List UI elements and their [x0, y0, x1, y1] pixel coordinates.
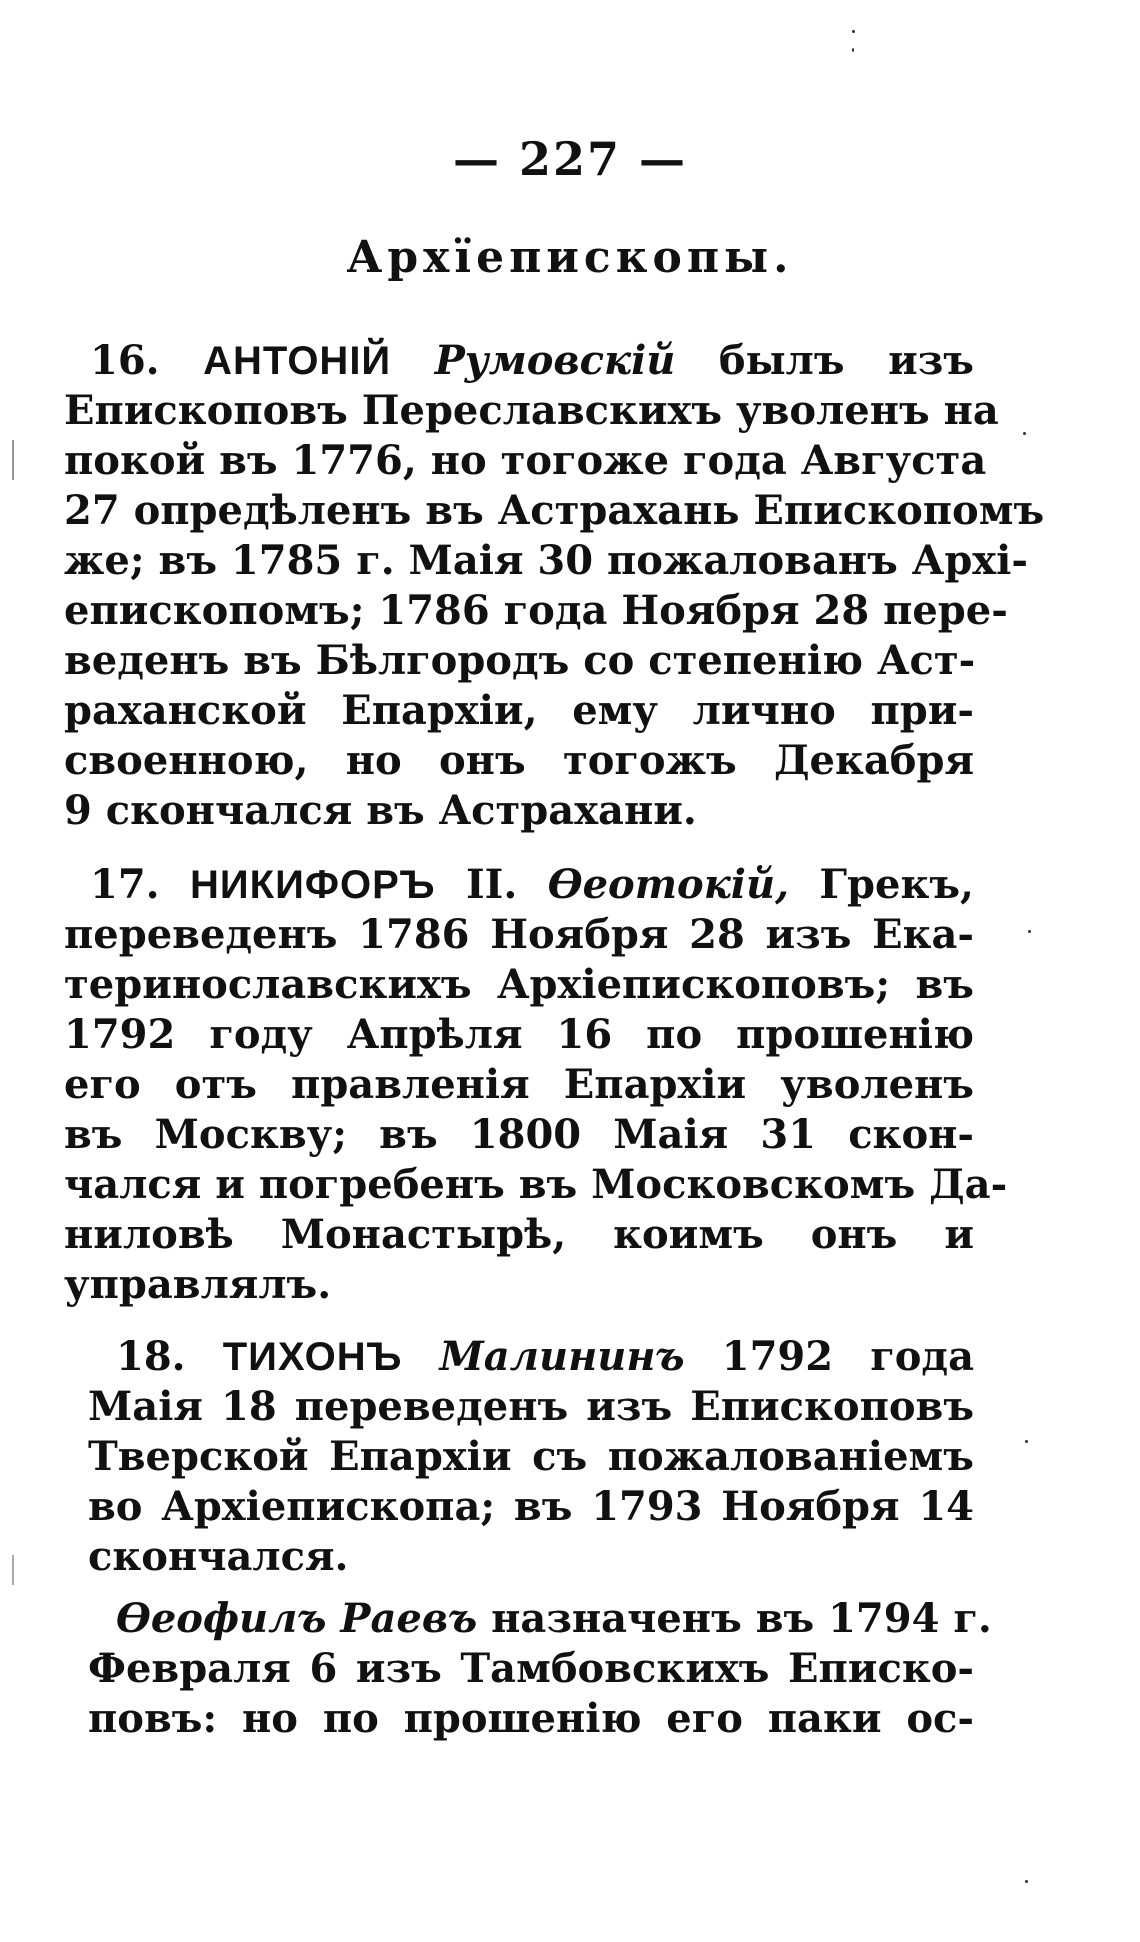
- person-name: АНТОНІЙ: [203, 339, 392, 383]
- text-line: скончался.: [88, 1533, 349, 1580]
- scan-speck: [852, 48, 854, 52]
- person-name: Ѳеофилъ Раевъ: [116, 1595, 478, 1642]
- paragraph-17-line-1: [90, 860, 974, 910]
- text-line: въ Москву; въ 1800 Маія 31 скон-: [64, 1111, 974, 1158]
- entry-number: 18.: [116, 1333, 186, 1380]
- text-line: чался и погребенъ въ Московскомъ Да-: [64, 1161, 1008, 1208]
- text-run: 1792 года: [721, 1333, 974, 1380]
- text-line: теринославскихъ Архіепископовъ; въ: [64, 961, 974, 1008]
- text-line: епископомъ; 1786 года Ноября 28 пере-: [64, 587, 1008, 634]
- text-line: Маія 18 переведенъ изъ Епископовъ: [88, 1383, 974, 1430]
- person-name: НИКИФОРЪ: [190, 863, 436, 907]
- text-line: переведенъ 1786 Ноября 28 изъ Ека-: [64, 911, 974, 958]
- text-line: ниловѣ Монастырѣ, коимъ онъ и: [64, 1211, 974, 1258]
- text-line: веденъ въ Бѣлгородъ со степенію Аст-: [64, 637, 976, 684]
- paragraph-16-line-1: [90, 336, 974, 386]
- surname: Румовскій: [434, 337, 676, 384]
- scan-edge-mark: [12, 1555, 14, 1585]
- text-line: Тверской Епархіи съ пожалованіемъ: [88, 1433, 974, 1480]
- text-line: 1792 году Апрѣля 16 по прошенію: [64, 1011, 974, 1058]
- text-line: повъ: но по прошенію его паки ос-: [88, 1695, 974, 1742]
- text-line: покой въ 1776, но тогоже года Августа: [64, 437, 987, 484]
- text-run: Грекъ,: [819, 861, 974, 908]
- scan-speck: [852, 30, 855, 33]
- text-line: своенною, но онъ тогожъ Декабря: [64, 737, 974, 784]
- text-line: же; въ 1785 г. Маія 30 пожалованъ Архі-: [64, 537, 1028, 584]
- scan-speck: [1025, 1880, 1028, 1883]
- scan-speck: [1028, 930, 1031, 933]
- entry-number: 17.: [90, 861, 160, 908]
- entry-number: 16.: [90, 337, 160, 384]
- scan-speck: [1023, 432, 1026, 435]
- paragraph-feofil-line-1: [116, 1594, 992, 1644]
- scan-speck: [1025, 1440, 1028, 1443]
- text-line: раханской Епархіи, ему лично при-: [64, 687, 974, 734]
- text-line: во Архіепископа; въ 1793 Ноября 14: [88, 1483, 974, 1530]
- text-line: Епископовъ Переславскихъ уволенъ на: [64, 387, 999, 434]
- page-number: — 227 —: [452, 132, 688, 186]
- paragraph-18-line-1: [116, 1332, 974, 1382]
- text-run: былъ изъ: [718, 337, 974, 384]
- person-name: ТИХОНЪ: [222, 1335, 403, 1379]
- text-line: его отъ правленія Епархіи уволенъ: [64, 1061, 974, 1108]
- regnal-number: II.: [465, 861, 518, 908]
- text-line: 27 опредѣленъ въ Астрахань Епископомъ: [64, 487, 1045, 534]
- text-line: Февраля 6 изъ Тамбовскихъ Еписко-: [88, 1645, 974, 1692]
- text-line: управлялъ.: [64, 1261, 332, 1308]
- text-line: 9 скончался въ Астрахани.: [64, 787, 697, 834]
- scan-edge-mark: [12, 440, 14, 480]
- section-heading: Архїепископы.: [346, 232, 794, 283]
- surname: Малининъ: [439, 1333, 685, 1380]
- surname: Ѳеотокій,: [547, 861, 789, 908]
- text-run: назначенъ въ 1794 г.: [491, 1595, 992, 1642]
